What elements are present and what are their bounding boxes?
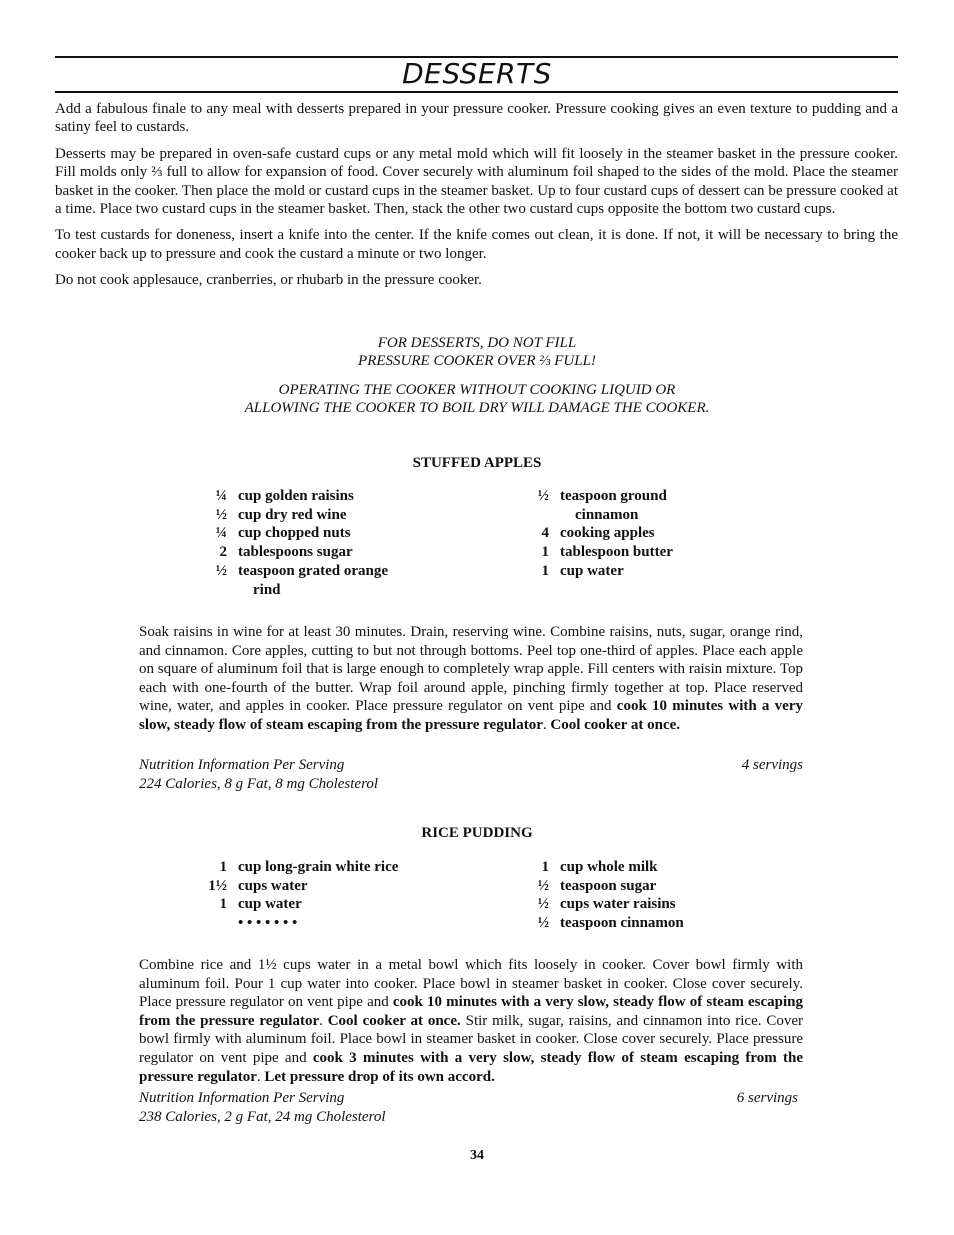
recipe-title-stuffed-apples: STUFFED APPLES [412,455,542,471]
directions-emphasis: cook 10 minutes with a very slow, steady flow of steam escaping from the pressure regulator [139,698,803,733]
ingredient-text: cinnamon [575,506,639,523]
ingredient-qty: 1½ [208,877,227,894]
warning-line: ALLOWING THE COOKER TO BOIL DRY WILL DAMAGE THE COOKER. [244,400,710,417]
ingredient-row [522,858,684,877]
directions-emphasis: cook 3 minutes with a very slow, steady flow of steam escaping from the pressure regulator [139,1049,804,1085]
ingredient-text: teaspoon grated orange [238,562,388,579]
ingredient-text: teaspoon sugar [560,877,657,894]
intro-text [55,100,898,298]
warning-line: FOR DESSERTS, DO NOT FILL [377,335,577,351]
ingredient-row [522,524,673,543]
servings-count: 4 servings [741,757,803,773]
ingredient-row [200,543,388,562]
ingredients-right-rice-pudding [522,858,684,933]
ingredient-qty: ½ [537,877,549,894]
ingredient-text: cup water [238,896,302,913]
directions-emphasis: cook 10 minutes with a very slow, steady flow of steam escaping from the pressure regulator [139,994,803,1029]
page-title: DESSERTS [402,57,552,90]
directions-text: Combine rice and 1½ cups water in a metal bowl which fits loosely in cooker. Cover bowl firmly with aluminum foil. Pour 1 cup water into cooker. Place bowl in steamer basket in cooker. Close cover securely. Place pressure regulator on vent pipe and [139,957,803,1011]
ingredients-left-rice-pudding [200,858,398,933]
dry-warning [0,381,954,418]
ingredient-qty: ¼ [215,488,227,504]
ingredient-row [200,506,388,525]
warning-line: OPERATING THE COOKER WITHOUT COOKING LIQUID OR [278,382,676,398]
ingredient-qty: ½ [215,562,227,579]
ingredient-qty: 1 [219,859,227,875]
ingredient-text: cups water [238,877,308,894]
recipe-title-rice-pudding: RICE PUDDING [421,825,533,841]
directions-text: Stir milk, sugar, raisins, and cinnamon into rice. Cover bowl firmly with aluminum foil. Place bowl in steamer basket in cooker. Close cover securely. Place pressure regulator on vent pipe and [139,1012,803,1066]
servings-count: 6 servings [736,1090,798,1106]
ingredient-text: teaspoon ground [560,488,667,504]
nutrition-stuffed-apples [139,756,803,794]
nutrition-label: Nutrition Information Per Serving [139,757,345,773]
ingredient-text: tablespoons sugar [238,544,353,561]
nutrition-values: 238 Calories, 2 g Fat, 24 mg Cholesterol [139,1109,386,1125]
ingredient-row [200,581,388,600]
nutrition-rice-pudding [139,1089,803,1127]
ingredient-row [522,562,673,581]
ingredient-qty: ½ [537,488,549,504]
directions-text: Soak raisins in wine for at least 30 minutes. Drain, reserving wine. Combine raisins, nuts, sugar, orange rind, and cinnamon. Core apples, cutting to but not through bottoms. Peel top one-third of apples. Place each apple on square of aluminum foil that is large enough to completely wrap apple. Fill centers with raisin mixture. Top each with one-fourth of the butter. Wrap foil around apple, pinching firmly together at top. Place reserved wine, water, and apples in cooker. Place pressure regulator on vent pipe and [139,624,803,715]
ingredient-row [522,895,684,914]
ingredient-row [522,877,684,896]
ingredient-text: cup water [560,562,624,579]
intro-paragraph: Add a fabulous finale to any meal with desserts prepared in your pressure cooker. Pressure cooking gives an even texture to pudding and a satiny feel to custards. [55,101,898,136]
ingredient-row [522,543,673,562]
ingredient-qty: ½ [537,896,549,913]
ingredient-qty [522,506,560,525]
ingredient-text: cooking apples [560,525,655,542]
fill-warning [0,334,954,371]
ingredient-qty: 4 [541,525,549,542]
directions-emphasis: Let pressure drop of its own accord. [264,1068,495,1085]
nutrition-values: 224 Calories, 8 g Fat, 8 mg Cholesterol [139,776,379,792]
ingredient-row [200,914,398,933]
ingredient-row [200,562,388,581]
ingredient-row [200,858,398,877]
ingredient-qty [200,581,238,600]
ingredient-text: cup chopped nuts [238,525,351,542]
ingredient-qty: 2 [219,544,227,561]
ingredient-text: teaspoon cinnamon [560,915,684,932]
separator-dots: • • • • • • • [238,915,298,932]
warning-line: PRESSURE COOKER OVER ⅔ FULL! [358,353,596,370]
ingredient-text: cup whole milk [560,859,658,875]
page-number: 34 [470,1148,484,1163]
ingredient-qty: ¼ [215,525,227,542]
intro-paragraph: Do not cook applesauce, cranberries, or rhubarb in the pressure cooker. [55,272,482,289]
ingredient-text: cups water raisins [560,896,676,913]
ingredient-row [522,487,673,506]
ingredient-row [200,524,388,543]
ingredient-qty: ½ [215,506,227,523]
ingredient-row [522,506,673,525]
ingredient-row [200,487,388,506]
ingredient-qty: ½ [537,915,549,932]
ingredient-qty [200,914,238,933]
directions-emphasis: Cool cooker at once. [550,716,681,733]
ingredient-qty: 1 [541,562,549,579]
ingredients-left-stuffed-apples [200,487,388,599]
intro-paragraph: Desserts may be prepared in oven-safe custard cups or any metal mold which will fit loosely in the steamer basket in the pressure cooker. Fill molds only ⅔ full to allow for expansion of food. Cover securely with aluminum foil shaped to the sides of the mold. Place the steamer basket in the cooker. Then place the mold or custard cups in the steamer basket. Up to four custard cups of dessert can be pressure cooked at a time. Place two custard cups in the steamer basket. Then, stack the other two custard cups opposite the bottom two custard cups. [55,145,898,218]
ingredient-text: rind [253,581,281,598]
ingredient-qty: 1 [541,544,549,561]
directions-emphasis: Cool cooker at once. [327,1012,461,1029]
ingredient-text: cup long-grain white rice [238,859,399,875]
directions-stuffed-apples: Soak raisins in wine for at least 30 minutes. Drain, reserving wine. Combine raisins, nuts, sugar, orange rind, and cinnamon. Core apples, cutting to but not through bottoms. Peel top one-third of apples. Place each apple on square of aluminum foil that is large enough to completely wrap apple. Fill centers with raisin mixture. Top each with one-fourth of the butter. Wrap foil around apple, pinching firmly together at top. Place reserved wine, water, and apples in cooker. Place pressure regulator on vent pipe and cook 10 minutes with a very slow, steady flow of steam escaping from the pressure regulator. Cool cooker at once. [139,624,803,733]
ingredient-row [200,895,398,914]
ingredient-row [200,877,398,896]
ingredients-right-stuffed-apples [522,487,673,581]
ingredient-qty: 1 [219,896,227,913]
nutrition-label: Nutrition Information Per Serving [139,1090,345,1106]
ingredient-qty: 1 [541,859,549,875]
ingredient-text: tablespoon butter [560,544,673,561]
ingredient-text: cup golden raisins [238,488,354,504]
header-bottom-rule [55,91,898,93]
ingredient-text: cup dry red wine [238,506,347,523]
ingredient-row [522,914,684,933]
intro-paragraph: To test custards for doneness, insert a knife into the center. If the knife comes out clean, it is done. If not, it will be necessary to bring the cooker back up to pressure and cook the custard a minute or two longer. [55,227,898,262]
directions-rice-pudding: Combine rice and 1½ cups water in a metal bowl which fits loosely in cooker. Cover bowl firmly with aluminum foil. Pour 1 cup water into cooker. Place bowl in steamer basket in cooker. Close cover securely. Place pressure regulator on vent pipe and cook 10 minutes with a very slow, steady flow of steam escaping from the pressure regulator. Cool cooker at once. Stir milk, sugar, raisins, and cinnamon into rice. Cover bowl firmly with aluminum foil. Place bowl in steamer basket in cooker. Close cover securely. Place pressure regulator on vent pipe and cook 3 minutes with a very slow, steady flow of steam escaping from the pressure regulator. Let pressure drop of its own accord. [139,957,804,1085]
